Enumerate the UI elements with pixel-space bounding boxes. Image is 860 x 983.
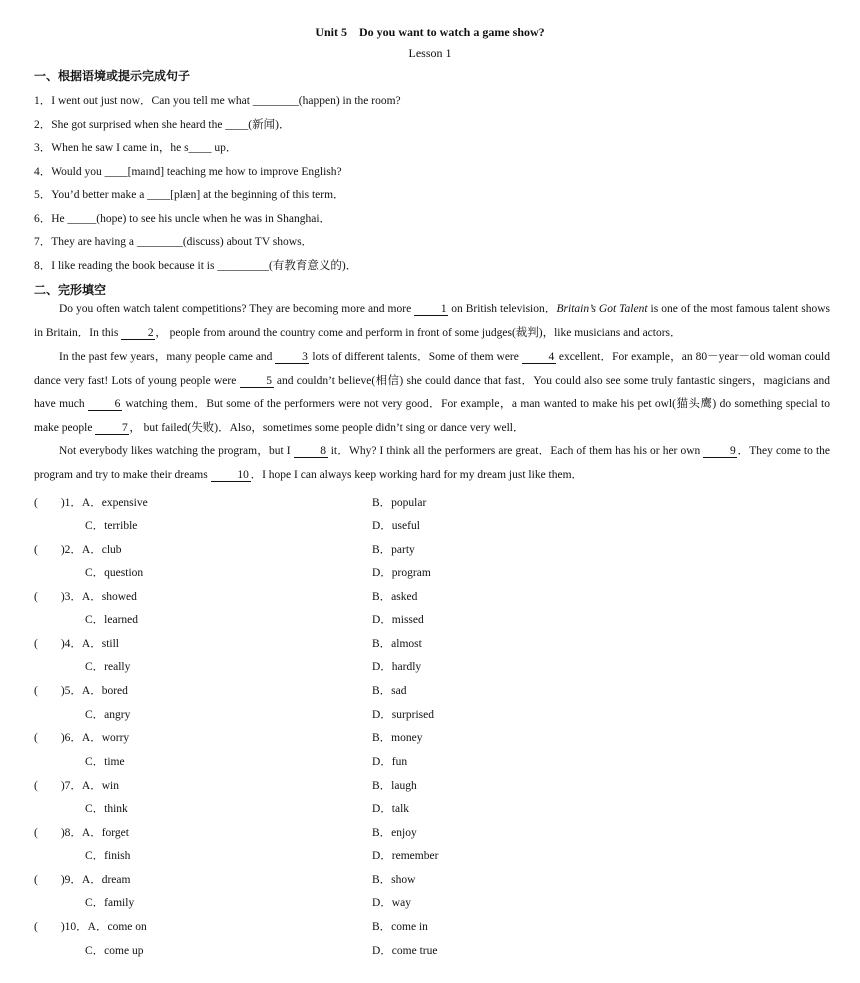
option-c: C．come up [85, 945, 144, 957]
section1-heading: 一、根据语境或提示完成句子 [34, 69, 191, 83]
option-c: C．finish [85, 850, 131, 862]
section1-item: 6．He _____(hope) to see his uncle when he was in Shanghai． [34, 213, 332, 225]
option-b: B．sad [372, 685, 407, 697]
option-b: B．popular [372, 497, 427, 509]
question-stem: ( )3．A．showed [34, 591, 137, 603]
option-d: D．fun [372, 756, 408, 768]
question-stem: ( )10．A．come on [34, 921, 147, 933]
option-b: B．money [372, 732, 423, 744]
option-d: D．remember [372, 850, 439, 862]
question-stem: ( )5．A．bored [34, 685, 128, 697]
lesson-subtitle: Lesson 1 [408, 46, 452, 60]
cloze-blank: 10 [211, 469, 251, 482]
section2-heading: 二、完形填空 [34, 283, 107, 297]
cloze-blank: 9 [703, 445, 737, 458]
question-stem: ( )4．A．still [34, 638, 119, 650]
cloze-blank: 4 [522, 351, 556, 364]
option-d: D．program [372, 567, 431, 579]
option-d: D．come true [372, 945, 438, 957]
cloze-blank: 1 [414, 303, 448, 316]
cloze-blank: 3 [275, 351, 309, 364]
section1-item: 7．They are having a ________(discuss) about TV shows． [34, 236, 314, 248]
option-b: B．party [372, 544, 415, 556]
question-stem: ( )8．A．forget [34, 827, 129, 839]
option-c: C．think [85, 803, 128, 815]
page-title: Unit 5 Do you want to watch a game show? [315, 25, 545, 39]
option-d: D．talk [372, 803, 410, 815]
option-c: C．learned [85, 614, 139, 626]
option-b: B．asked [372, 591, 418, 603]
section1-item: 3．When he saw I came in，he s____ up． [34, 142, 238, 154]
question-stem: ( )1．A．expensive [34, 497, 148, 509]
section1-item: 2．She got surprised when she heard the ____(新闻)． [34, 119, 291, 131]
option-c: C．question [85, 567, 144, 579]
cloze-blank: 5 [240, 375, 274, 388]
option-c: C．angry [85, 709, 131, 721]
section1-item: 5．You’d better make a ____[plæn] at the beginning of this term． [34, 189, 345, 201]
section1-item: 1．I went out just now．Can you tell me what ________(happen) in the room? [34, 95, 401, 107]
option-c: C．really [85, 661, 131, 673]
option-d: D．way [372, 897, 411, 909]
option-c: C．terrible [85, 520, 138, 532]
option-d: D．hardly [372, 661, 422, 673]
option-d: D．missed [372, 614, 424, 626]
cloze-paragraph-1: Do you often watch talent competitions? They are becoming more and more 1 on British television．Britain’s Got Talent is one of the most famous talent shows in Britain．In this 2 ， people from around the country come and perform in front of some judges(裁判)，like musicians and actors． [34, 303, 831, 339]
option-b: B．show [372, 874, 416, 886]
question-stem: ( )7．A．win [34, 780, 119, 792]
option-d: D．useful [372, 520, 420, 532]
question-stem: ( )6．A．worry [34, 732, 130, 744]
section1-item: 8．I like reading the book because it is _________(有教育意义的)． [34, 260, 358, 272]
cloze-blank: 8 [294, 445, 328, 458]
option-b: B．laugh [372, 780, 417, 792]
question-stem: ( )9．A．dream [34, 874, 131, 886]
option-b: B．come in [372, 921, 428, 933]
section1-item: 4．Would you ____[maɪnd] teaching me how to improve English? [34, 166, 342, 178]
option-b: B．enjoy [372, 827, 417, 839]
option-b: B．almost [372, 638, 422, 650]
cloze-blank: 7 [95, 422, 129, 435]
cloze-paragraph-3: Not everybody likes watching the program，but I 8 it．Why? I think all the performers are great．Each of them has his or her own 9 ．They come to the program and try to make their dreams 10 ．I hope I can always keep working hard for my dream just like them． [34, 445, 830, 481]
option-c: C．family [85, 897, 135, 909]
question-stem: ( )2．A．club [34, 544, 122, 556]
option-d: D．surprised [372, 709, 434, 721]
option-c: C．time [85, 756, 125, 768]
cloze-blank: 2 [121, 327, 155, 340]
cloze-paragraph-2: In the past few years，many people came and 3 lots of different talents．Some of them were 4 excellent．For example，an 80－year－old woman could dance very fast! Lots of young people were 5 and couldn’t believe(相信) she could dance that fast．You could also see some truly fantastic singers，magicians and have much 6 watching them．But some of the performers were not very good．For example，a man wanted to make his pet owl(猫头鹰) do something special to make people 7 ， but failed(失败)．Also，sometimes some people didn’t sing or dance very well． [34, 351, 831, 434]
cloze-blank: 6 [88, 398, 122, 411]
